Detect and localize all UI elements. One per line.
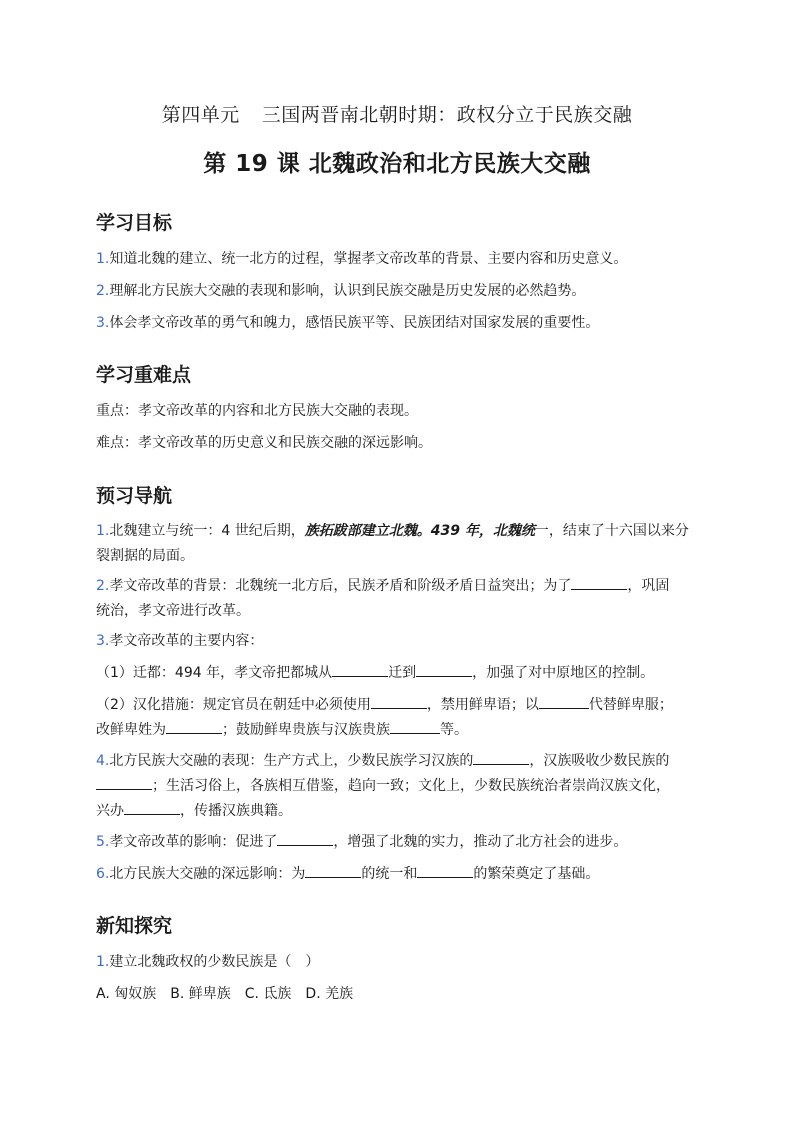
keypoints-heading: 学习重难点 bbox=[96, 364, 192, 386]
preview-subitem-cont bbox=[96, 717, 706, 744]
objective-item bbox=[96, 278, 706, 305]
text-segment: 北方民族大交融的深远影响：为 bbox=[109, 866, 306, 882]
preview-item-cont: 裂割据的局面。 bbox=[96, 548, 194, 564]
preview-item bbox=[96, 861, 706, 888]
fill-blank[interactable] bbox=[417, 862, 473, 878]
fill-blank[interactable] bbox=[166, 718, 222, 734]
unit-prefix: 第四单元 bbox=[161, 104, 240, 126]
item-number: 3. bbox=[96, 315, 110, 331]
fill-blank[interactable] bbox=[473, 749, 529, 765]
text-segment: 北方民族大交融的表现：生产方式上，少数民族学习汉族的 bbox=[109, 753, 474, 769]
preview-subitem bbox=[96, 660, 706, 687]
text-segment: 等。 bbox=[440, 722, 468, 738]
fill-blank[interactable] bbox=[124, 799, 180, 815]
item-number: 6. bbox=[96, 866, 110, 882]
objective-text: 体会孝文帝改革的勇气和魄力，感悟民族平等、民族团结对国家发展的重要性。 bbox=[109, 315, 600, 331]
text-segment: ，加强了对中原地区的控制。 bbox=[472, 665, 655, 681]
question-item bbox=[96, 949, 706, 976]
item-number: 1. bbox=[96, 251, 110, 267]
objective-item bbox=[96, 246, 706, 273]
unit-name: 三国两晋南北朝时期：政权分立于民族交融 bbox=[261, 104, 633, 126]
item-number: 3. bbox=[96, 633, 110, 649]
text-segment: ，传播汉族典籍。 bbox=[180, 803, 292, 819]
fill-blank[interactable] bbox=[305, 862, 361, 878]
fill-blank[interactable] bbox=[390, 718, 440, 734]
text-segment: 迁到 bbox=[388, 665, 417, 681]
fill-blank[interactable] bbox=[96, 774, 152, 790]
objectives-heading: 学习目标 bbox=[96, 212, 173, 234]
text-segment: 兴办 bbox=[96, 803, 124, 819]
fill-blank[interactable] bbox=[332, 661, 388, 677]
text-segment: ，禁用鲜卑语；以 bbox=[426, 697, 539, 713]
text-segment: ；生活习俗上，各族相互借鉴，趋向一致；文化上，少数民族统治者崇尚汉族文化， bbox=[152, 778, 670, 794]
preview-heading: 预习导航 bbox=[96, 485, 173, 507]
emphasis-text: 族拓跋部建立北魏。439 年，北魏统 bbox=[304, 523, 535, 539]
text-segment: 的统一和 bbox=[361, 866, 418, 882]
text-segment: ，增强了北魏的实力，推动了北方社会的进步。 bbox=[333, 834, 628, 850]
item-number: 4. bbox=[96, 753, 110, 769]
objective-item bbox=[96, 310, 706, 337]
item-number: 1. bbox=[96, 954, 110, 970]
text-segment: （2）汉化措施：规定官员在朝廷中必须使用 bbox=[96, 697, 371, 713]
text-segment: ；鼓励鲜卑贵族与汉族贵族 bbox=[222, 722, 390, 738]
item-number: 1. bbox=[96, 523, 110, 539]
unit-title bbox=[0, 100, 794, 127]
difficulty-text: 难点：孝文帝改革的历史意义和民族交融的深远影响。 bbox=[96, 435, 432, 451]
text-segment: 孝文帝改革的主要内容： bbox=[109, 633, 264, 649]
preview-item-cont bbox=[96, 798, 706, 825]
preview-item bbox=[96, 573, 706, 600]
text-segment: （1）迁都：494 年，孝文帝把都城从 bbox=[96, 665, 333, 681]
text-segment: 一，结束了十六国以来分 bbox=[534, 523, 689, 539]
text-segment: 的繁荣奠定了基础。 bbox=[473, 866, 600, 882]
fill-blank[interactable] bbox=[416, 661, 472, 677]
preview-item-cont: 统治，孝文帝进行改革。 bbox=[96, 603, 250, 619]
lesson-title: 第 19 课 北魏政治和北方民族大交融 bbox=[203, 151, 591, 177]
text-segment: ，汉族吸收少数民族的 bbox=[529, 753, 670, 769]
question-text: 建立北魏政权的少数民族是（ ） bbox=[109, 954, 320, 970]
preview-item-cont bbox=[96, 773, 706, 800]
text-segment: 代替鲜卑服； bbox=[588, 697, 673, 713]
focus-text: 重点：孝文帝改革的内容和北方民族大交融的表现。 bbox=[96, 403, 418, 419]
preview-item bbox=[96, 628, 706, 655]
text-segment: 孝文帝改革的影响：促进了 bbox=[109, 834, 278, 850]
preview-item bbox=[96, 829, 706, 856]
item-number: 2. bbox=[96, 578, 110, 594]
fill-blank[interactable] bbox=[371, 693, 427, 709]
text-segment: 孝文帝改革的背景：北魏统一北方后，民族矛盾和阶级矛盾日益突出；为了 bbox=[109, 578, 572, 594]
objective-text: 理解北方民族大交融的表现和影响，认识到民族交融是历史发展的必然趋势。 bbox=[109, 283, 586, 299]
text-segment: 改鲜卑姓为 bbox=[96, 722, 166, 738]
item-number: 5. bbox=[96, 834, 110, 850]
fill-blank[interactable] bbox=[277, 830, 333, 846]
preview-subitem bbox=[96, 692, 706, 719]
preview-item bbox=[96, 748, 706, 775]
text-segment: ，巩固 bbox=[627, 578, 670, 594]
fill-blank[interactable] bbox=[539, 693, 589, 709]
explore-heading: 新知探究 bbox=[96, 915, 173, 937]
text-segment: 北魏建立与统一：4 世纪后期， bbox=[109, 523, 305, 539]
preview-item bbox=[96, 518, 706, 545]
answer-options[interactable]: A. 匈奴族 B. 鲜卑族 C. 氐族 D. 羌族 bbox=[96, 986, 354, 1002]
item-number: 2. bbox=[96, 283, 110, 299]
fill-blank[interactable] bbox=[571, 574, 627, 590]
objective-text: 知道北魏的建立、统一北方的过程，掌握孝文帝改革的背景、主要内容和历史意义。 bbox=[109, 251, 628, 267]
